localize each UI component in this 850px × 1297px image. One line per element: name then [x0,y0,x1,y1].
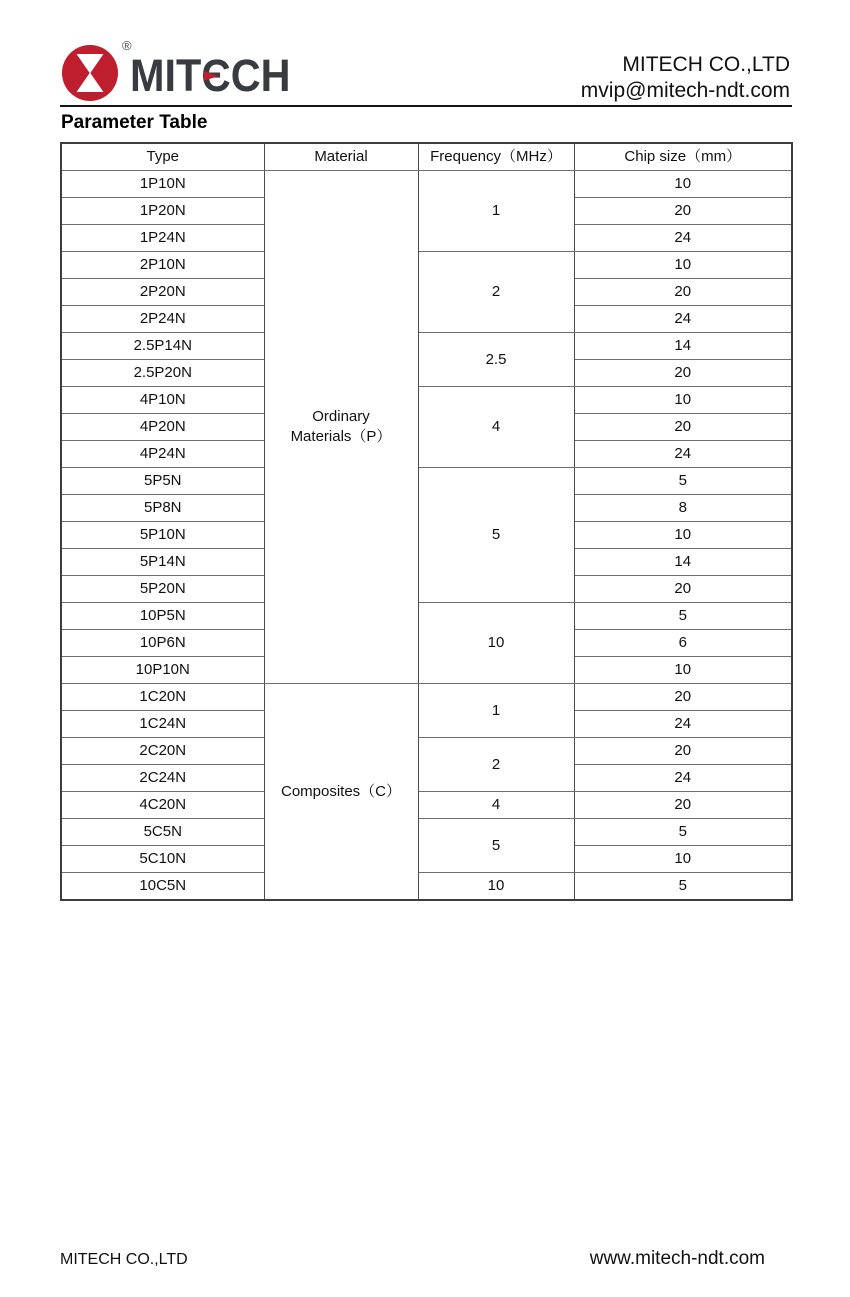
chip-size-cell: 20 [574,738,792,765]
chip-size-cell: 10 [574,846,792,873]
table-row [61,603,792,630]
chip-size-cell: 5 [574,873,792,901]
type-cell: 10P5N [61,603,264,630]
header-divider [60,105,792,107]
footer-website-link[interactable]: www.mitech-ndt.com [589,1248,765,1269]
brand-e-accent-icon [204,71,219,81]
wordmark-pre: MIT [130,50,202,101]
footer-company: MITECH CO.,LTD [60,1251,188,1268]
frequency-cell: 2.5 [418,333,574,387]
brand-logo-icon [62,45,118,101]
chip-size-cell: 20 [574,414,792,441]
chip-size-cell: 10 [574,252,792,279]
type-cell: 5C5N [61,819,264,846]
type-cell: 4P20N [61,414,264,441]
type-cell: 2P20N [61,279,264,306]
table-row [61,468,792,495]
type-cell: 5P14N [61,549,264,576]
chip-size-cell: 5 [574,819,792,846]
chip-size-cell: 24 [574,306,792,333]
table-row [61,819,792,846]
frequency-cell: 10 [418,873,574,901]
registered-trademark-icon: ® [122,38,132,53]
type-cell: 1C24N [61,711,264,738]
chip-size-cell: 24 [574,441,792,468]
chip-size-cell: 20 [574,279,792,306]
chip-size-cell: 8 [574,495,792,522]
header-contact-block [581,52,790,104]
col-header-chip-size: Chip size（mm） [574,143,792,171]
type-cell: 10C5N [61,873,264,901]
chip-size-cell: 14 [574,549,792,576]
chip-size-cell: 20 [574,792,792,819]
table-header-row [61,143,792,171]
table-row [61,387,792,414]
type-cell: 10P6N [61,630,264,657]
chip-size-cell: 5 [574,603,792,630]
col-header-type: Type [61,143,264,171]
type-cell: 4C20N [61,792,264,819]
chip-size-cell: 14 [574,333,792,360]
brand-e-glyph [201,50,231,101]
frequency-cell: 4 [418,792,574,819]
type-cell: 10P10N [61,657,264,684]
table-row [61,333,792,360]
chip-size-cell: 20 [574,576,792,603]
chip-size-cell: 10 [574,522,792,549]
type-cell: 2.5P20N [61,360,264,387]
company-email-link[interactable]: mvip@mitech-ndt.com [580,79,790,102]
type-cell: 1P10N [61,171,264,198]
type-cell: 2C24N [61,765,264,792]
chip-size-cell: 24 [574,225,792,252]
material-cell: Composites（C） [264,684,418,901]
type-cell: 2P10N [61,252,264,279]
type-cell: 5P20N [61,576,264,603]
frequency-cell: 10 [418,603,574,684]
frequency-cell: 2 [418,252,574,333]
col-header-material: Material [264,143,418,171]
chip-size-cell: 20 [574,360,792,387]
company-name: MITECH CO.,LTD [622,53,790,76]
chip-size-cell: 10 [574,387,792,414]
type-cell: 1P20N [61,198,264,225]
type-cell: 5C10N [61,846,264,873]
table-row [61,738,792,765]
parameter-table [60,142,793,901]
table-row [61,873,792,901]
type-cell: 4P24N [61,441,264,468]
table-row [61,792,792,819]
chip-size-cell: 24 [574,765,792,792]
parameter-table-body [61,171,792,901]
type-cell: 1C20N [61,684,264,711]
type-cell: 1P24N [61,225,264,252]
chip-size-cell: 10 [574,657,792,684]
type-cell: 5P10N [61,522,264,549]
chip-size-cell: 10 [574,171,792,198]
table-row [61,252,792,279]
table-row [61,684,792,711]
type-cell: 4P10N [61,387,264,414]
chip-size-cell: 5 [574,468,792,495]
page-title: Parameter Table [61,112,208,133]
brand-wordmark [130,50,291,101]
material-cell: Ordinary Materials（P） [264,171,418,684]
chip-size-cell: 20 [574,198,792,225]
chip-size-cell: 24 [574,711,792,738]
frequency-cell: 5 [418,819,574,873]
frequency-cell: 1 [418,684,574,738]
table-row [61,171,792,198]
wordmark-e: Є [201,50,231,101]
wordmark-post: CH [230,50,291,101]
chip-size-cell: 6 [574,630,792,657]
col-header-frequency: Frequency（MHz） [418,143,574,171]
type-cell: 5P5N [61,468,264,495]
type-cell: 2P24N [61,306,264,333]
frequency-cell: 5 [418,468,574,603]
frequency-cell: 4 [418,387,574,468]
type-cell: 2C20N [61,738,264,765]
frequency-cell: 1 [418,171,574,252]
chip-size-cell: 20 [574,684,792,711]
frequency-cell: 2 [418,738,574,792]
type-cell: 2.5P14N [61,333,264,360]
type-cell: 5P8N [61,495,264,522]
